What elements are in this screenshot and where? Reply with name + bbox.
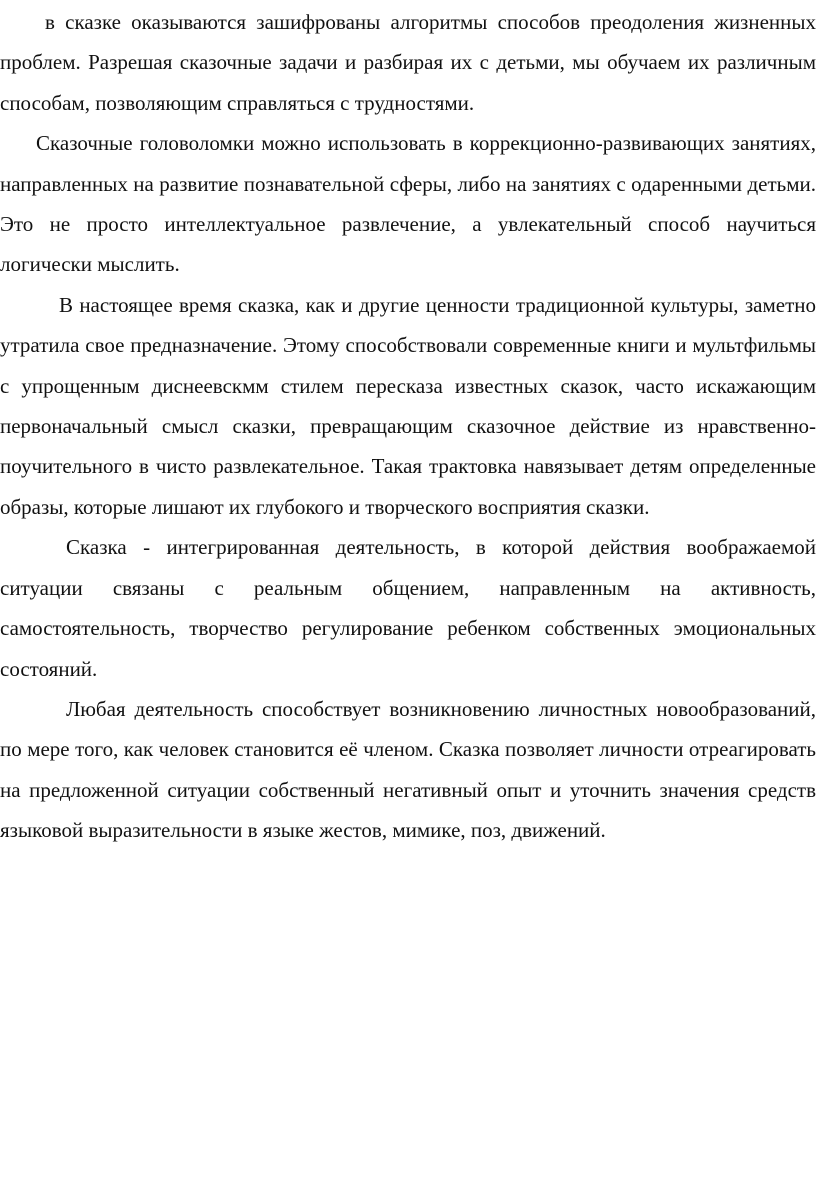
paragraph: В настоящее время сказка, как и другие ценности традиционной культуры, заметно утратила свое предназначение. Этому способствовали современные книги и мультфильмы с упрощенным диснеевскмм стилем пересказа известных сказок, часто искажающим первоначальный смысл сказки, превращающим сказочное действие из нравственно-поучительного в чисто развлекательное. Такая трактовка навязывает детям определенные образы, которые лишают их глубокого и творческого восприятия сказки.	[0, 292, 816, 519]
paragraph: Любая деятельность способствует возникновению личностных новообразований, по мере того, как человек становится её членом. Сказка позволяет личности отреагировать на предложенной ситуации собственный негативный опыт и уточнить значения средств языковой выразительности в языке жестов, мимике, поз, движений.	[0, 696, 816, 843]
document-body	[0, 2, 816, 851]
paragraph: в сказке оказываются зашифрованы алгоритмы способов преодоления жизненных проблем. Разрешая сказочные задачи и разбирая их с детьми, мы обучаем их различным способам, позволяющим справляться с трудностями.	[0, 10, 816, 115]
paragraph: Сказка - интегрированная деятельность, в которой действия воображаемой ситуации связаны с реальным общением, направленным на активность, самостоятельность, творчество регулирование ребенком собственных эмоциональных состояний.	[0, 535, 816, 681]
paragraph: Сказочные головоломки можно использовать в коррекционно-развивающих занятиях, направленных на развитие познавательной сферы, либо на занятиях с одаренными детьми. Это не просто интеллектуальное развлечение, а увлекательный способ научиться логически мыслить.	[0, 131, 816, 277]
